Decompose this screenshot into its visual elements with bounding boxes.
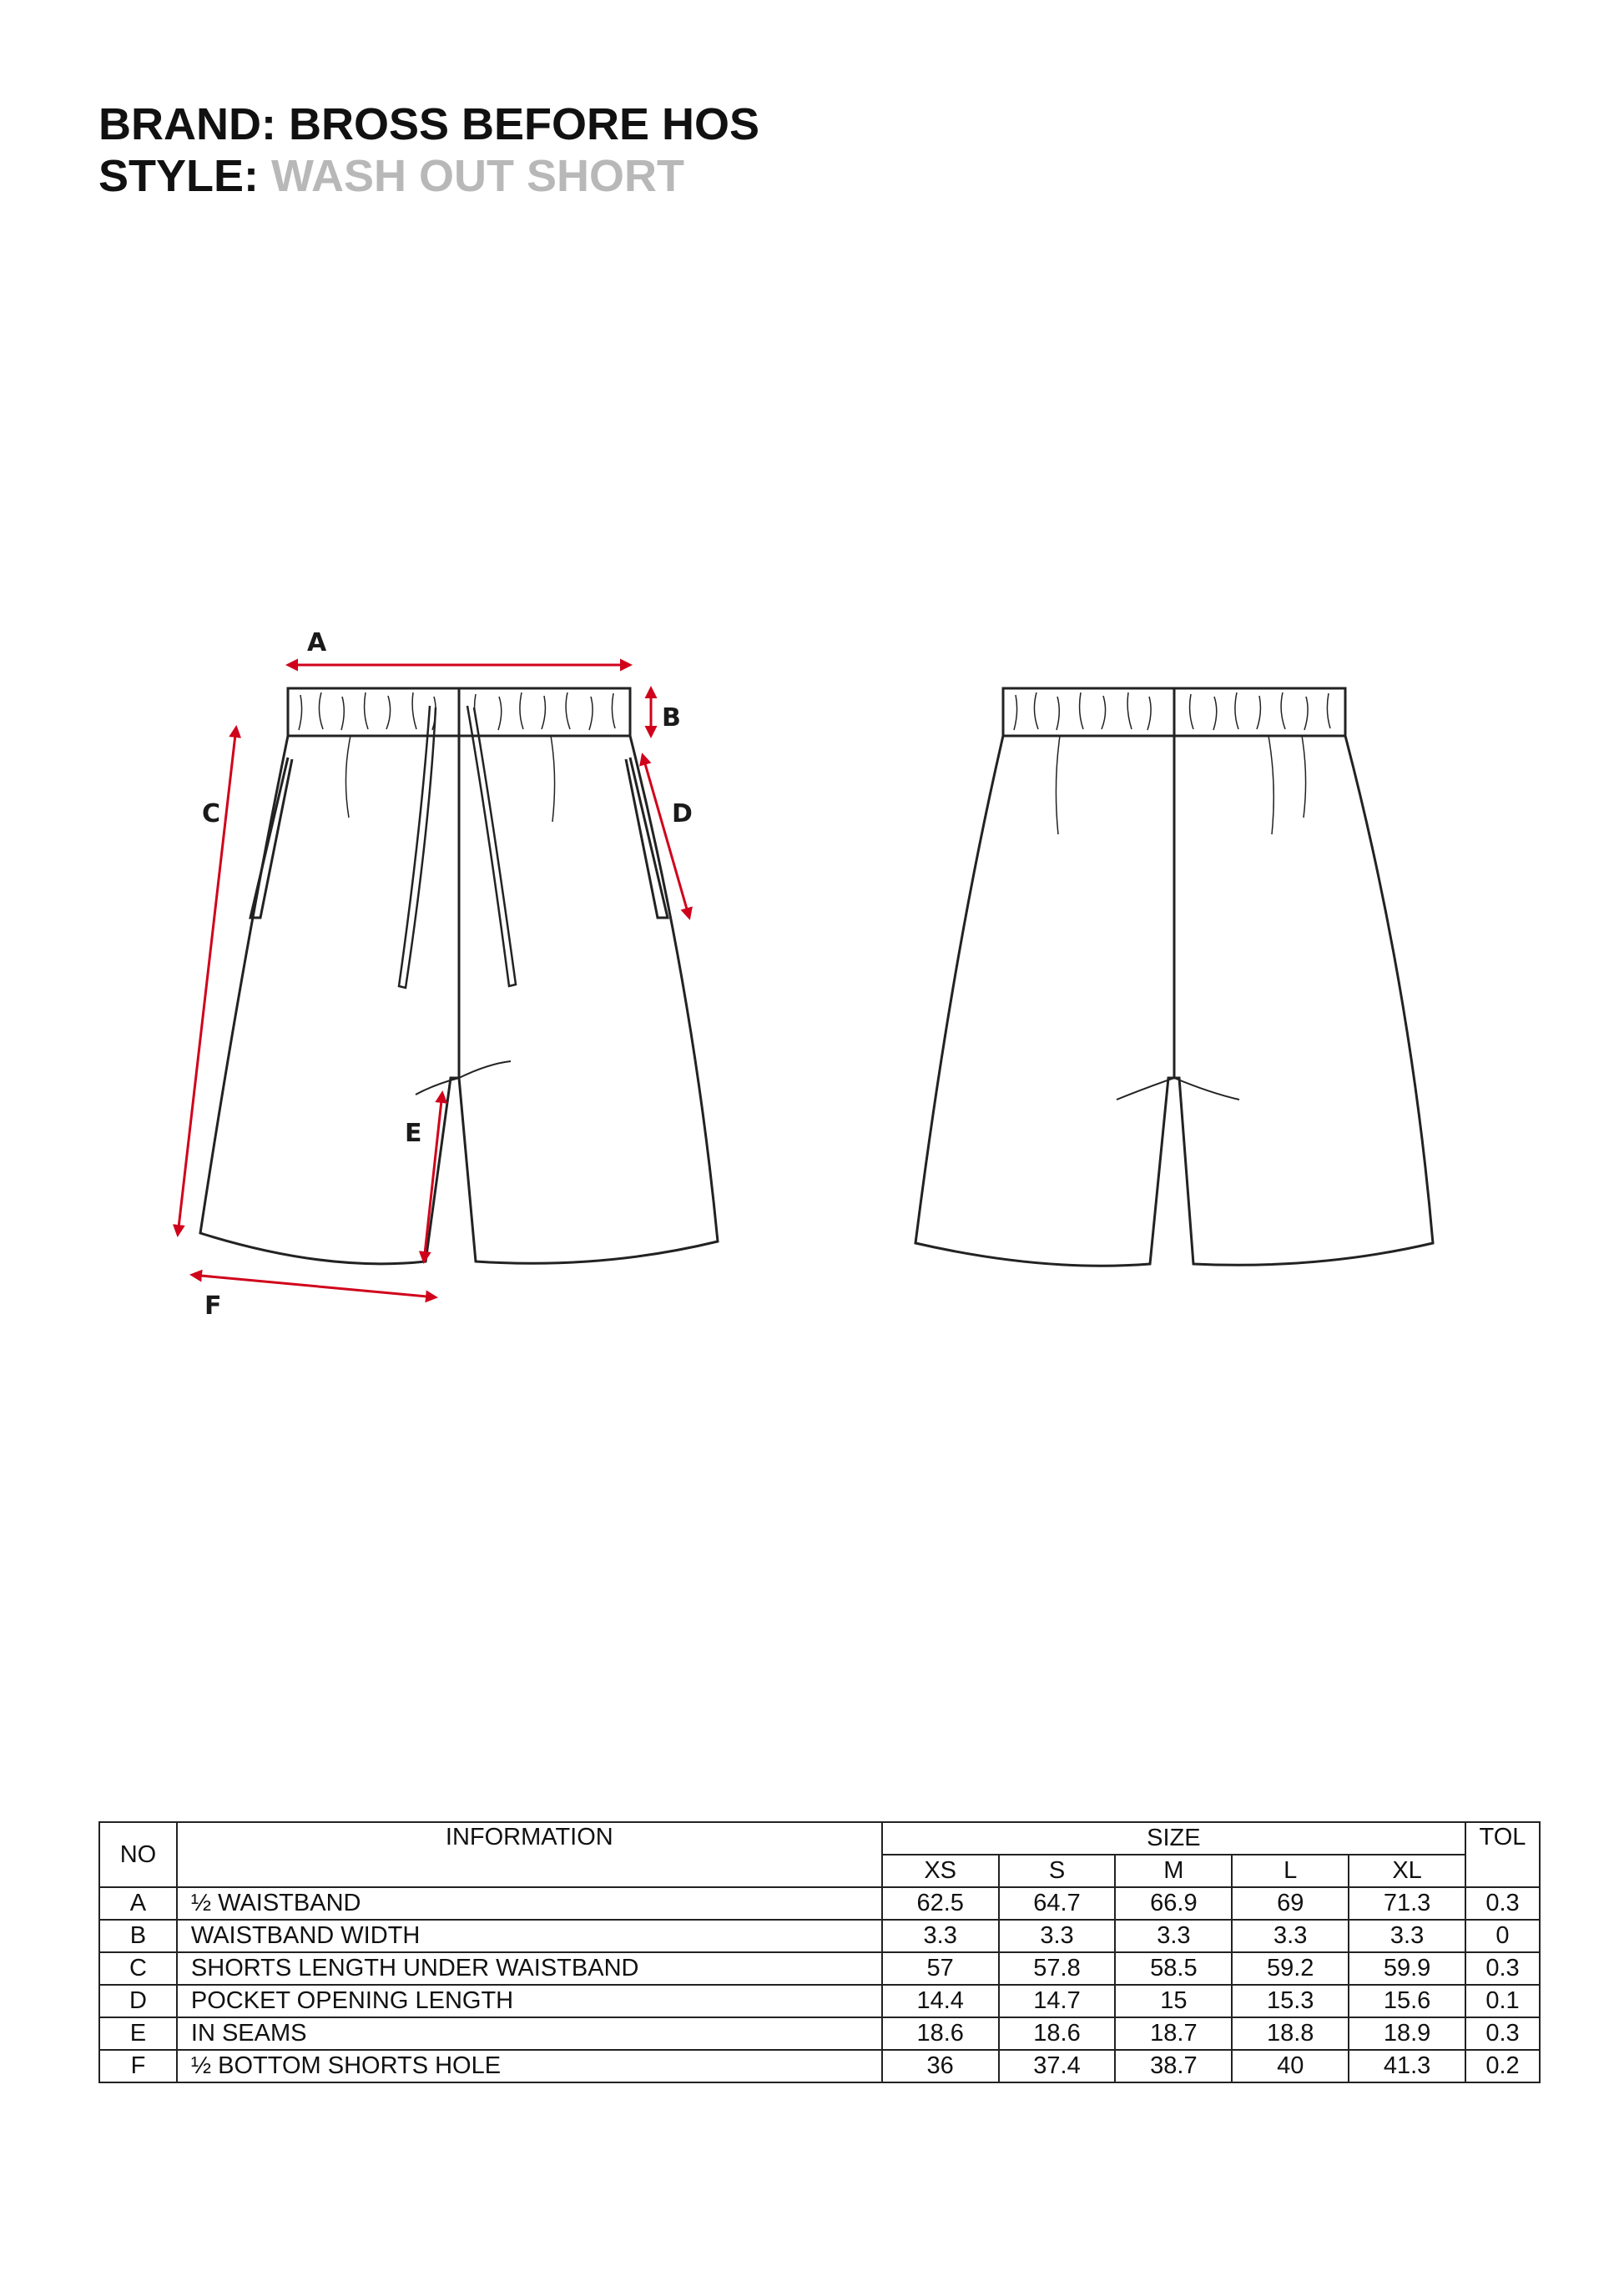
row-value: 59.9 <box>1349 1952 1465 1985</box>
row-tol: 0.3 <box>1465 1887 1540 1920</box>
brand-label: BRAND: <box>98 99 276 149</box>
row-value: 15.6 <box>1349 1985 1465 2017</box>
header-size-m: M <box>1115 1855 1232 1887</box>
header-no: NO <box>99 1822 177 1887</box>
table-row <box>99 1952 1540 1985</box>
row-value: 64.7 <box>999 1887 1116 1920</box>
size-spec-table <box>98 1821 1541 2083</box>
row-value: 14.4 <box>882 1985 999 2017</box>
front-left-pocket <box>250 758 292 918</box>
header-size-l: L <box>1232 1855 1349 1887</box>
dimension-label-e: E <box>405 1119 422 1148</box>
row-no: D <box>99 1985 177 2017</box>
table-row <box>99 1985 1540 2017</box>
row-no: F <box>99 2050 177 2082</box>
row-value: 15.3 <box>1232 1985 1349 2017</box>
row-tol: 0 <box>1465 1920 1540 1952</box>
table-row <box>99 1887 1540 1920</box>
dimension-label-a: A <box>307 628 327 657</box>
row-value: 36 <box>882 2050 999 2082</box>
front-right-pocket <box>626 758 668 918</box>
row-value: 3.3 <box>1232 1920 1349 1952</box>
row-value: 66.9 <box>1115 1887 1232 1920</box>
row-value: 38.7 <box>1115 2050 1232 2082</box>
table-header-row <box>99 1822 1540 1855</box>
row-value: 37.4 <box>999 2050 1116 2082</box>
row-value: 18.6 <box>999 2017 1116 2050</box>
row-value: 3.3 <box>882 1920 999 1952</box>
dimension-label-c: C <box>202 799 221 828</box>
row-value: 41.3 <box>1349 2050 1465 2082</box>
dimension-arrow-e <box>424 1093 442 1261</box>
row-value: 18.7 <box>1115 2017 1232 2050</box>
row-info: POCKET OPENING LENGTH <box>177 1985 882 2017</box>
row-value: 18.8 <box>1232 2017 1349 2050</box>
header-size-xs: XS <box>882 1855 999 1887</box>
row-value: 18.6 <box>882 2017 999 2050</box>
row-tol: 0.2 <box>1465 2050 1540 2082</box>
row-value: 71.3 <box>1349 1887 1465 1920</box>
row-tol: 0.1 <box>1465 1985 1540 2017</box>
row-value: 57 <box>882 1952 999 1985</box>
row-no: A <box>99 1887 177 1920</box>
table-row <box>99 1920 1540 1952</box>
style-value: WASH OUT SHORT <box>271 151 685 201</box>
front-view-shorts <box>200 688 718 1264</box>
back-view-shorts <box>915 688 1433 1266</box>
row-info: IN SEAMS <box>177 2017 882 2050</box>
row-tol: 0.3 <box>1465 1952 1540 1985</box>
dimension-label-d: D <box>672 799 693 828</box>
row-value: 62.5 <box>882 1887 999 1920</box>
row-info: ½ WAISTBAND <box>177 1887 882 1920</box>
header-size-xl: XL <box>1349 1855 1465 1887</box>
row-value: 3.3 <box>999 1920 1116 1952</box>
row-no: C <box>99 1952 177 1985</box>
row-value: 58.5 <box>1115 1952 1232 1985</box>
row-value: 14.7 <box>999 1985 1116 2017</box>
front-waistband-gathers <box>299 692 615 730</box>
row-value: 57.8 <box>999 1952 1116 1985</box>
table-row <box>99 2050 1540 2082</box>
table-row <box>99 2017 1540 2050</box>
row-value: 69 <box>1232 1887 1349 1920</box>
row-value: 40 <box>1232 2050 1349 2082</box>
dimension-arrow-f <box>192 1275 436 1297</box>
back-waistband-gathers <box>1014 692 1330 730</box>
style-label: STYLE: <box>98 151 260 201</box>
row-value: 59.2 <box>1232 1952 1349 1985</box>
row-no: B <box>99 1920 177 1952</box>
row-value: 18.9 <box>1349 2017 1465 2050</box>
front-drawstring-left <box>399 706 436 988</box>
header-information: INFORMATION <box>177 1822 882 1887</box>
row-value: 3.3 <box>1115 1920 1232 1952</box>
row-info: SHORTS LENGTH UNDER WAISTBAND <box>177 1952 882 1985</box>
brand-value: BROSS BEFORE HOS <box>288 99 760 149</box>
row-tol: 0.3 <box>1465 2017 1540 2050</box>
row-value: 3.3 <box>1349 1920 1465 1952</box>
row-value: 15 <box>1115 1985 1232 2017</box>
row-no: E <box>99 2017 177 2050</box>
dimension-label-b: B <box>662 703 681 733</box>
header-size-s: S <box>999 1855 1116 1887</box>
dimension-label-f: F <box>204 1292 222 1321</box>
row-info: WAISTBAND WIDTH <box>177 1920 882 1952</box>
front-drawstring-right <box>467 706 516 986</box>
row-info: ½ BOTTOM SHORTS HOLE <box>177 2050 882 2082</box>
header-tol: TOL <box>1465 1822 1540 1887</box>
header-size: SIZE <box>882 1822 1465 1855</box>
